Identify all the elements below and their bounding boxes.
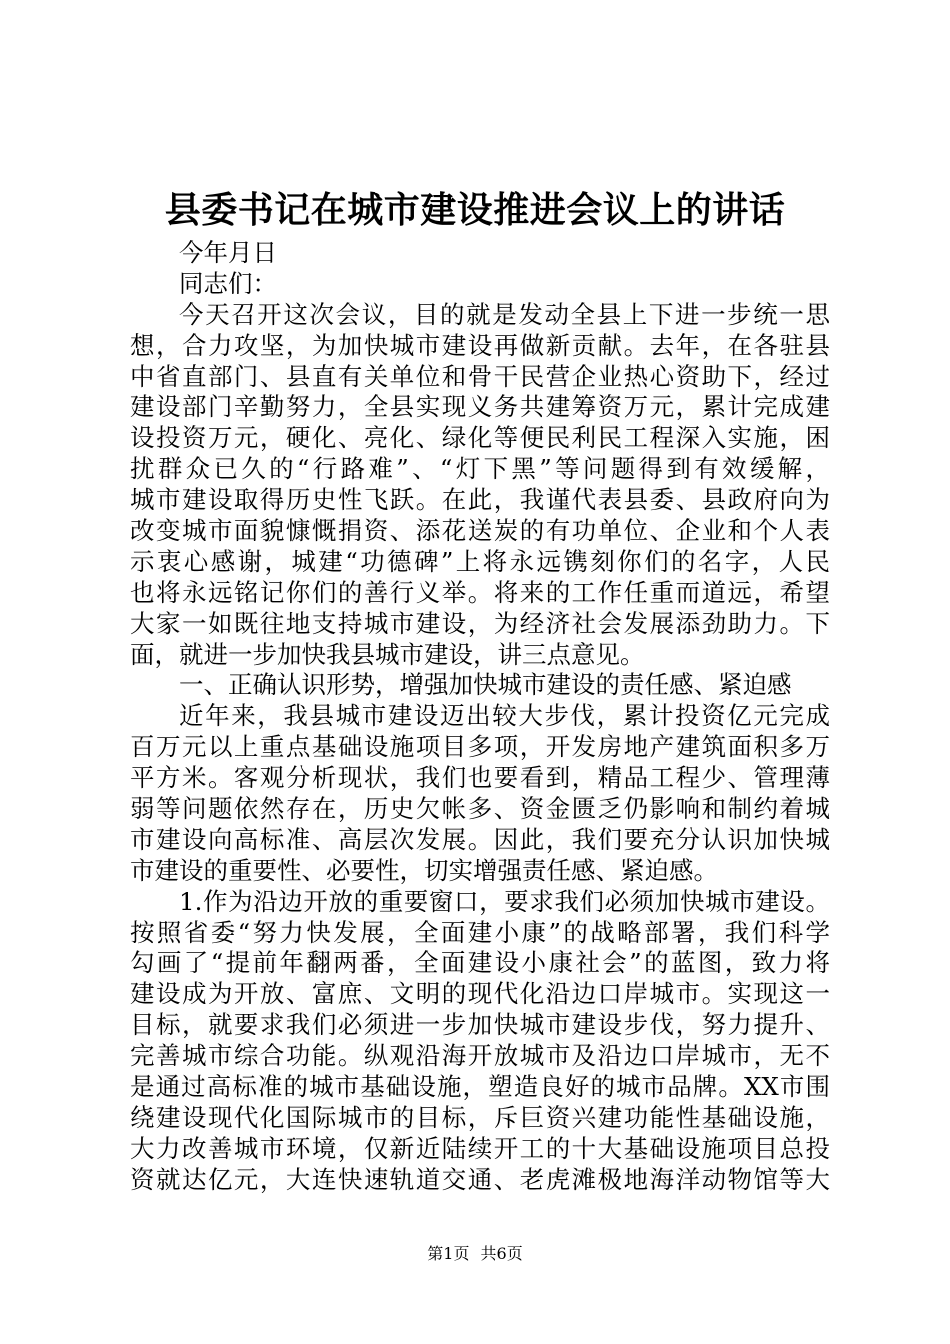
paragraph-line: 示衷心感谢，城建“功德碑”上将永远镌刻你们的名字，人民	[130, 546, 830, 576]
paragraph-line: 扰群众已久的“行路难”、“灯下黑”等问题得到有效缓解，	[130, 454, 830, 484]
document-body	[130, 238, 830, 1196]
paragraph-line: 百万元以上重点基础设施项目多项，开发房地产建筑面积多万	[130, 732, 830, 762]
page-footer	[0, 1244, 950, 1264]
section-heading: 一、正确认识形势，增强加快城市建设的责任感、紧迫感	[179, 670, 792, 700]
paragraph-line: 设投资万元，硬化、亮化、绿化等便民利民工程深入实施，困	[130, 423, 830, 453]
paragraph-line: 勾画了“提前年翻两番，全面建设小康社会”的蓝图，致力将	[130, 948, 830, 978]
paragraph-line: 资就达亿元，大连快速轨道交通、老虎滩极地海洋动物馆等大	[130, 1164, 830, 1194]
date-line: 今年月日	[179, 238, 277, 267]
paragraph-line: 中省直部门、县直有关单位和骨干民营企业热心资助下，经过	[130, 361, 830, 391]
paragraph-line: 弱等问题依然存在，历史欠帐多、资金匮乏仍影响和制约着城	[130, 794, 830, 824]
page-total: 共6页	[480, 1244, 523, 1263]
salutation: 同志们：	[179, 268, 277, 298]
document-title: 县委书记在城市建设推进会议上的讲话	[164, 189, 786, 231]
paragraph-line: 改变城市面貌慷慨捐资、添花送炭的有功单位、企业和个人表	[130, 516, 830, 546]
paragraph-line: 1.作为沿边开放的重要窗口，要求我们必须加快城市建设。	[179, 886, 830, 916]
paragraph-line: 是通过高标准的城市基础设施，塑造良好的城市品牌。XX市围	[130, 1072, 830, 1102]
paragraph-line: 建设成为开放、富庶、文明的现代化沿边口岸城市。实现这一	[130, 979, 830, 1009]
paragraph-line: 也将永远铭记你们的善行义举。将来的工作任重而道远，希望	[130, 577, 830, 607]
paragraph-line: 近年来，我县城市建设迈出较大步伐，累计投资亿元完成	[179, 701, 830, 731]
paragraph-line: 大家一如既往地支持城市建设，为经济社会发展添劲助力。下	[130, 608, 830, 638]
paragraph-line: 城市建设取得历史性飞跃。在此，我谨代表县委、县政府向为	[130, 485, 830, 515]
page-number: 第1页	[427, 1244, 470, 1263]
paragraph-line: 建设部门辛勤努力，全县实现义务共建筹资万元，累计完成建	[130, 392, 830, 422]
paragraph-line: 平方米。客观分析现状，我们也要看到，精品工程少、管理薄	[130, 763, 830, 793]
paragraph-line: 按照省委“努力快发展，全面建小康”的战略部署，我们科学	[130, 917, 830, 947]
paragraph-line: 完善城市综合功能。纵观沿海开放城市及沿边口岸城市，无不	[130, 1041, 830, 1071]
paragraph-line: 想，合力攻坚，为加快城市建设再做新贡献。去年，在各驻县	[130, 330, 830, 360]
paragraph-line: 市建设的重要性、必要性，切实增强责任感、紧迫感。	[130, 855, 718, 885]
paragraph-line: 大力改善城市环境，仅新近陆续开工的十大基础设施项目总投	[130, 1133, 830, 1163]
paragraph-line: 绕建设现代化国际城市的目标，斥巨资兴建功能性基础设施，	[130, 1102, 830, 1132]
paragraph-line: 目标，就要求我们必须进一步加快城市建设步伐，努力提升、	[130, 1010, 830, 1040]
paragraph-line: 市建设向高标准、高层次发展。因此，我们要充分认识加快城	[130, 824, 830, 854]
paragraph-line: 今天召开这次会议，目的就是发动全县上下进一步统一思	[179, 299, 830, 329]
paragraph-line: 面，就进一步加快我县城市建设，讲三点意见。	[130, 639, 645, 669]
